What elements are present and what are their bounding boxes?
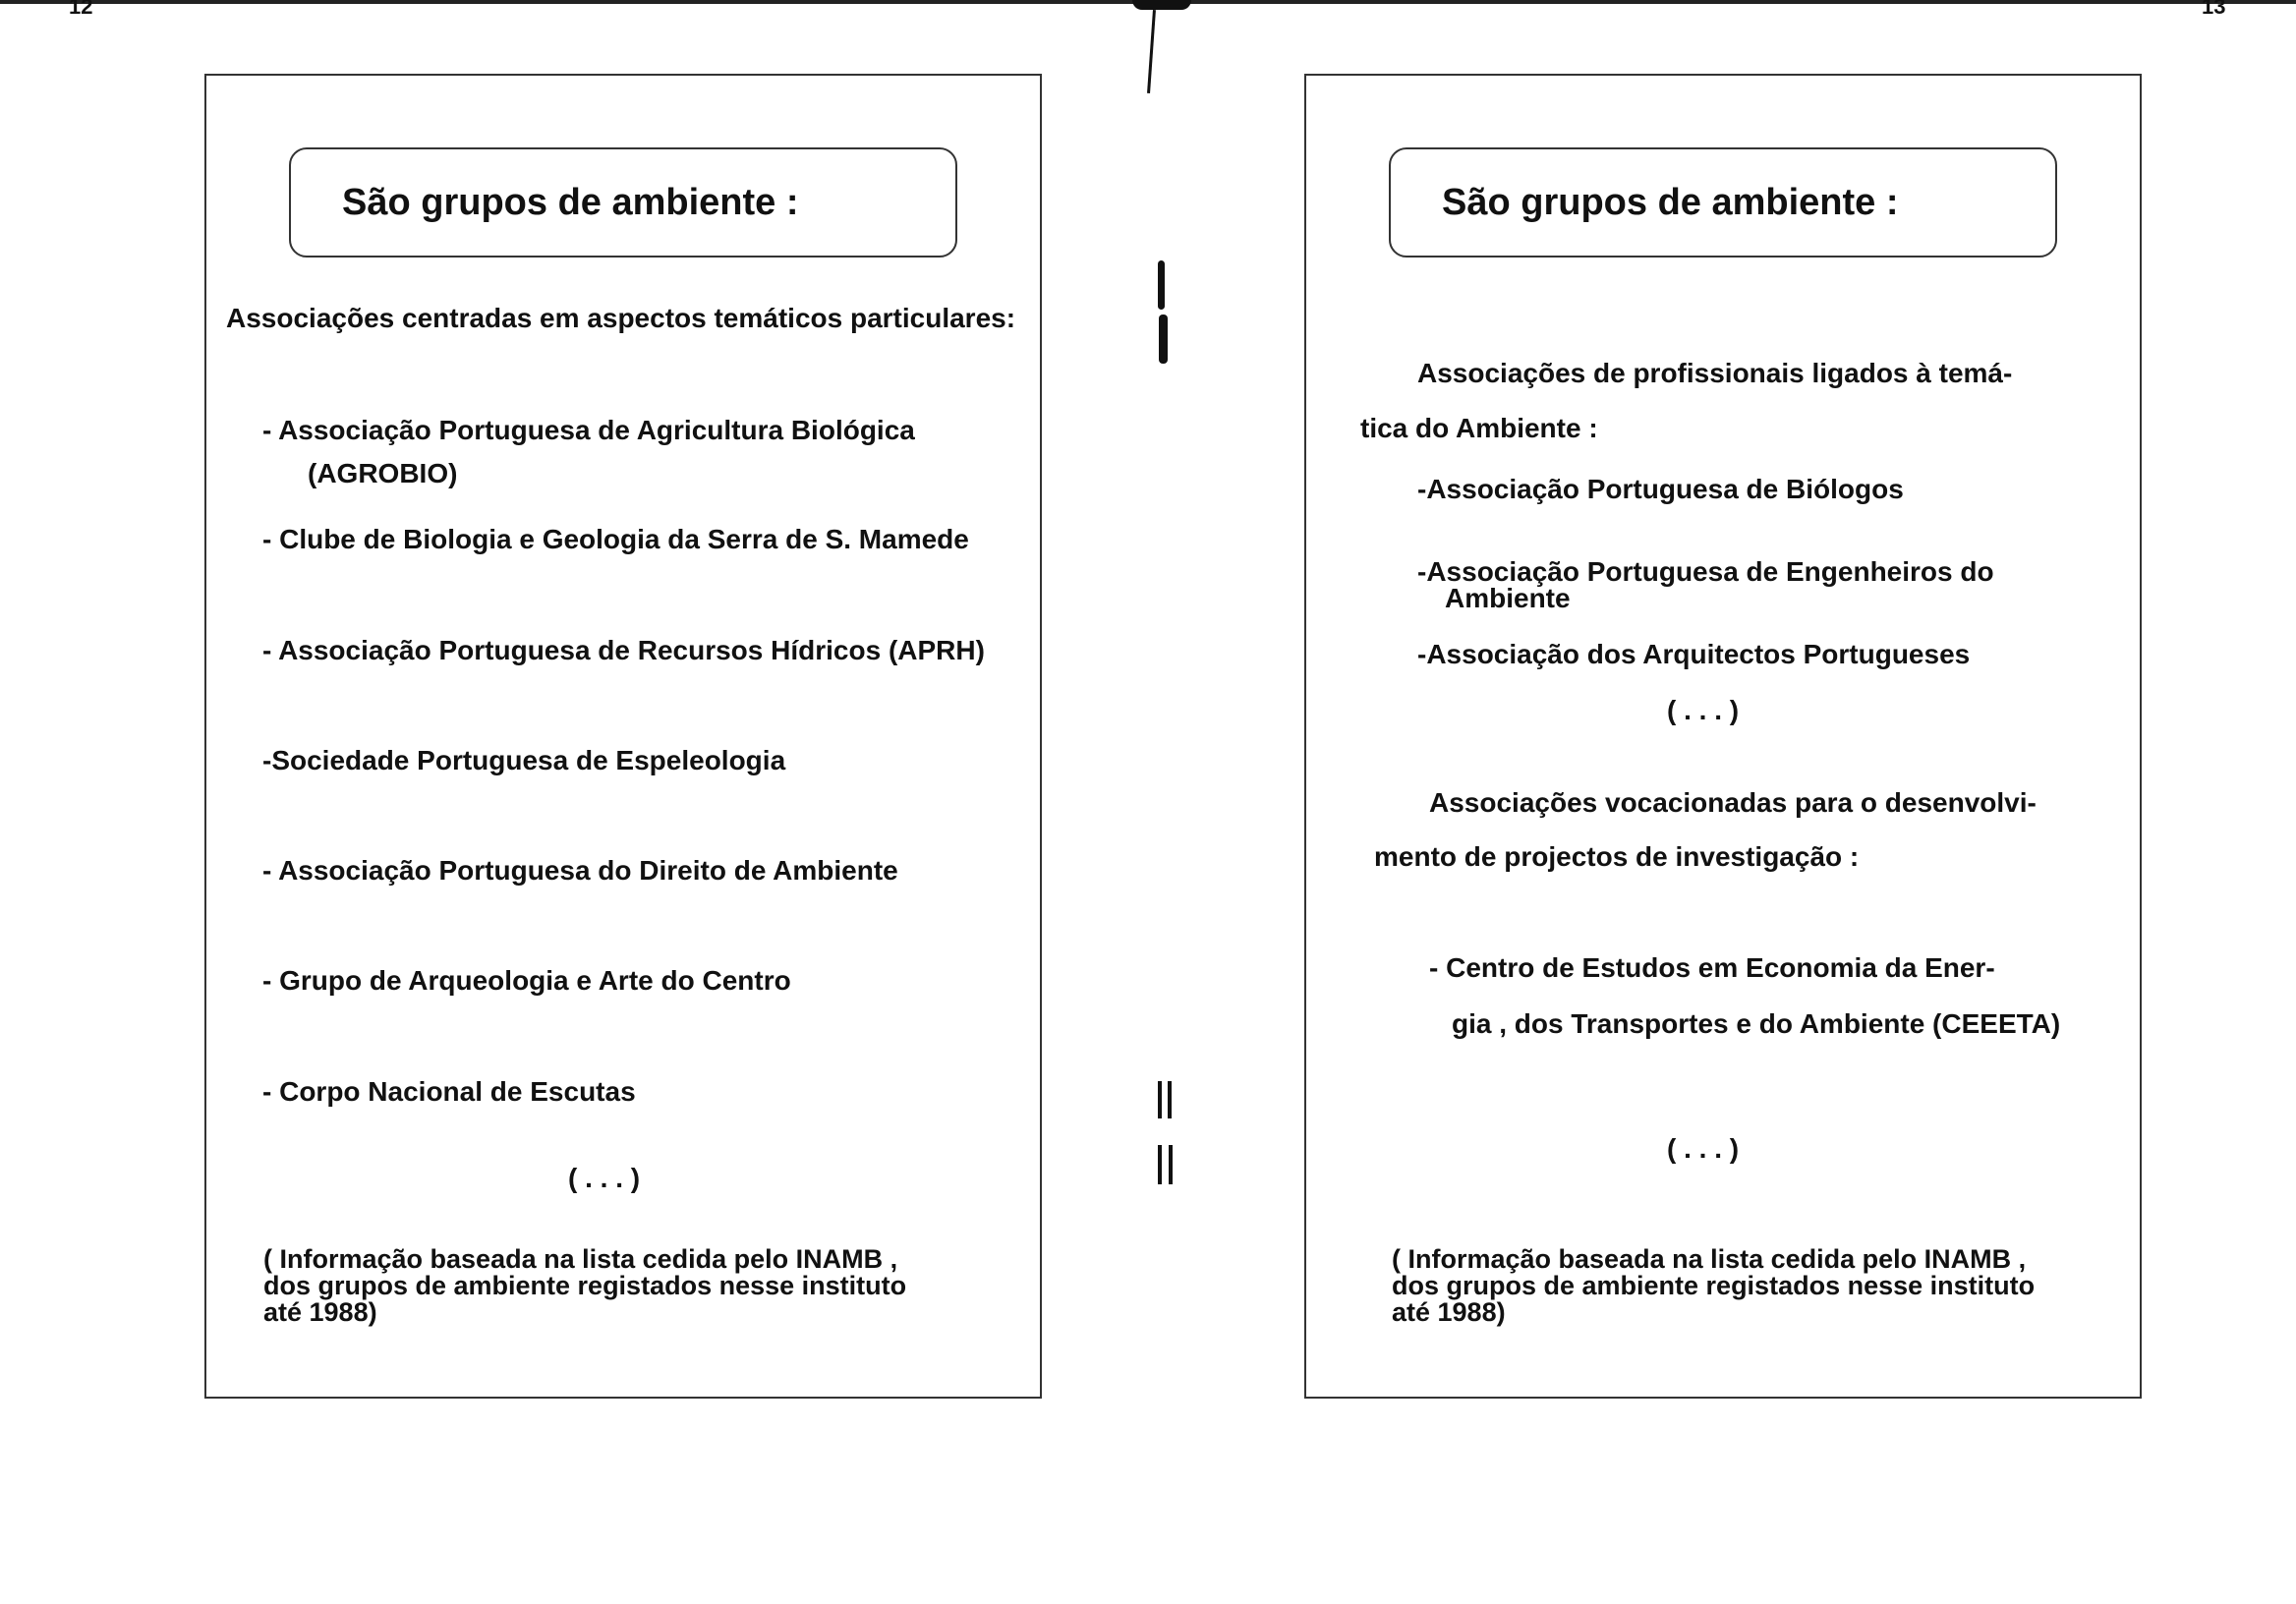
right-page-title: São grupos de ambiente : [1442,181,1899,223]
right-section2-intro-line-2: mento de projectos de investigação : [1374,841,1860,872]
left-item-1-cont: (AGROBIO) [308,458,458,488]
right-section1-item-2-cont: Ambiente [1445,583,1571,613]
left-item-5: - Associação Portuguesa do Direito de Ambiente [262,855,898,886]
gutter-mark-4a [1158,1145,1162,1184]
left-footnote-line-2: dos grupos de ambiente registados nesse instituto [263,1271,907,1300]
right-footnote-line-1: ( Informação baseada na lista cedida pelo INAMB , [1392,1244,2027,1274]
right-footnote [1392,1246,2035,1326]
gutter-mark-4b [1169,1145,1173,1184]
right-footnote-line-3: até 1988) [1392,1297,1506,1327]
gutter-mark-3a [1158,1081,1162,1118]
left-footnote-line-1: ( Informação baseada na lista cedida pelo INAMB , [263,1244,898,1274]
right-footnote-line-2: dos grupos de ambiente registados nesse instituto [1392,1271,2036,1300]
left-item-7: - Corpo Nacional de Escutas [262,1076,636,1107]
left-ellipsis: ( . . . ) [568,1163,641,1193]
binding-line [1147,10,1156,93]
left-item-3: - Associação Portuguesa de Recursos Hídricos (APRH) [262,635,985,665]
left-intro: Associações centradas em aspectos temáticos particulares: [226,303,1016,333]
right-title-box [1389,147,2057,258]
right-page-number: 13 [2202,0,2226,19]
left-footnote-line-3: até 1988) [263,1297,377,1327]
right-ellipsis-2: ( . . . ) [1667,1133,1740,1164]
left-item-2: - Clube de Biologia e Geologia da Serra de S. Mamede [262,524,969,554]
left-page-frame [204,74,1042,1399]
right-section2-item-1: - Centro de Estudos em Economia da Ener- [1429,952,1995,983]
binding-mark-top [1132,0,1191,10]
gutter-smudge-1 [1158,260,1165,310]
right-section1-item-3: -Associação dos Arquitectos Portugueses [1417,639,1971,669]
left-footnote [263,1246,906,1326]
right-section1-item-2: -Associação Portuguesa de Engenheiros do [1417,556,1994,587]
right-section1-item-1: -Associação Portuguesa de Biólogos [1417,474,1904,504]
right-section1-intro-line-2: tica do Ambiente : [1360,413,1598,443]
left-item-4: -Sociedade Portuguesa de Espeleologia [262,745,786,775]
right-section2-item-1-cont: gia , dos Transportes e do Ambiente (CEEETA) [1452,1008,2061,1039]
left-title-box [289,147,957,258]
right-section2-intro-line-1: Associações vocacionadas para o desenvolvi- [1429,787,2037,818]
left-page-number: 12 [69,0,93,19]
gutter-mark-3b [1168,1081,1172,1118]
right-page-frame [1304,74,2142,1399]
left-item-6: - Grupo de Arqueologia e Arte do Centro [262,965,791,996]
right-section1-intro-line-1: Associações de profissionais ligados à temá- [1417,358,2013,388]
left-item-1: - Associação Portuguesa de Agricultura Biológica [262,415,915,445]
gutter-smudge-2 [1159,315,1168,364]
right-ellipsis-1: ( . . . ) [1667,695,1740,725]
left-page-title: São grupos de ambiente : [342,181,799,223]
